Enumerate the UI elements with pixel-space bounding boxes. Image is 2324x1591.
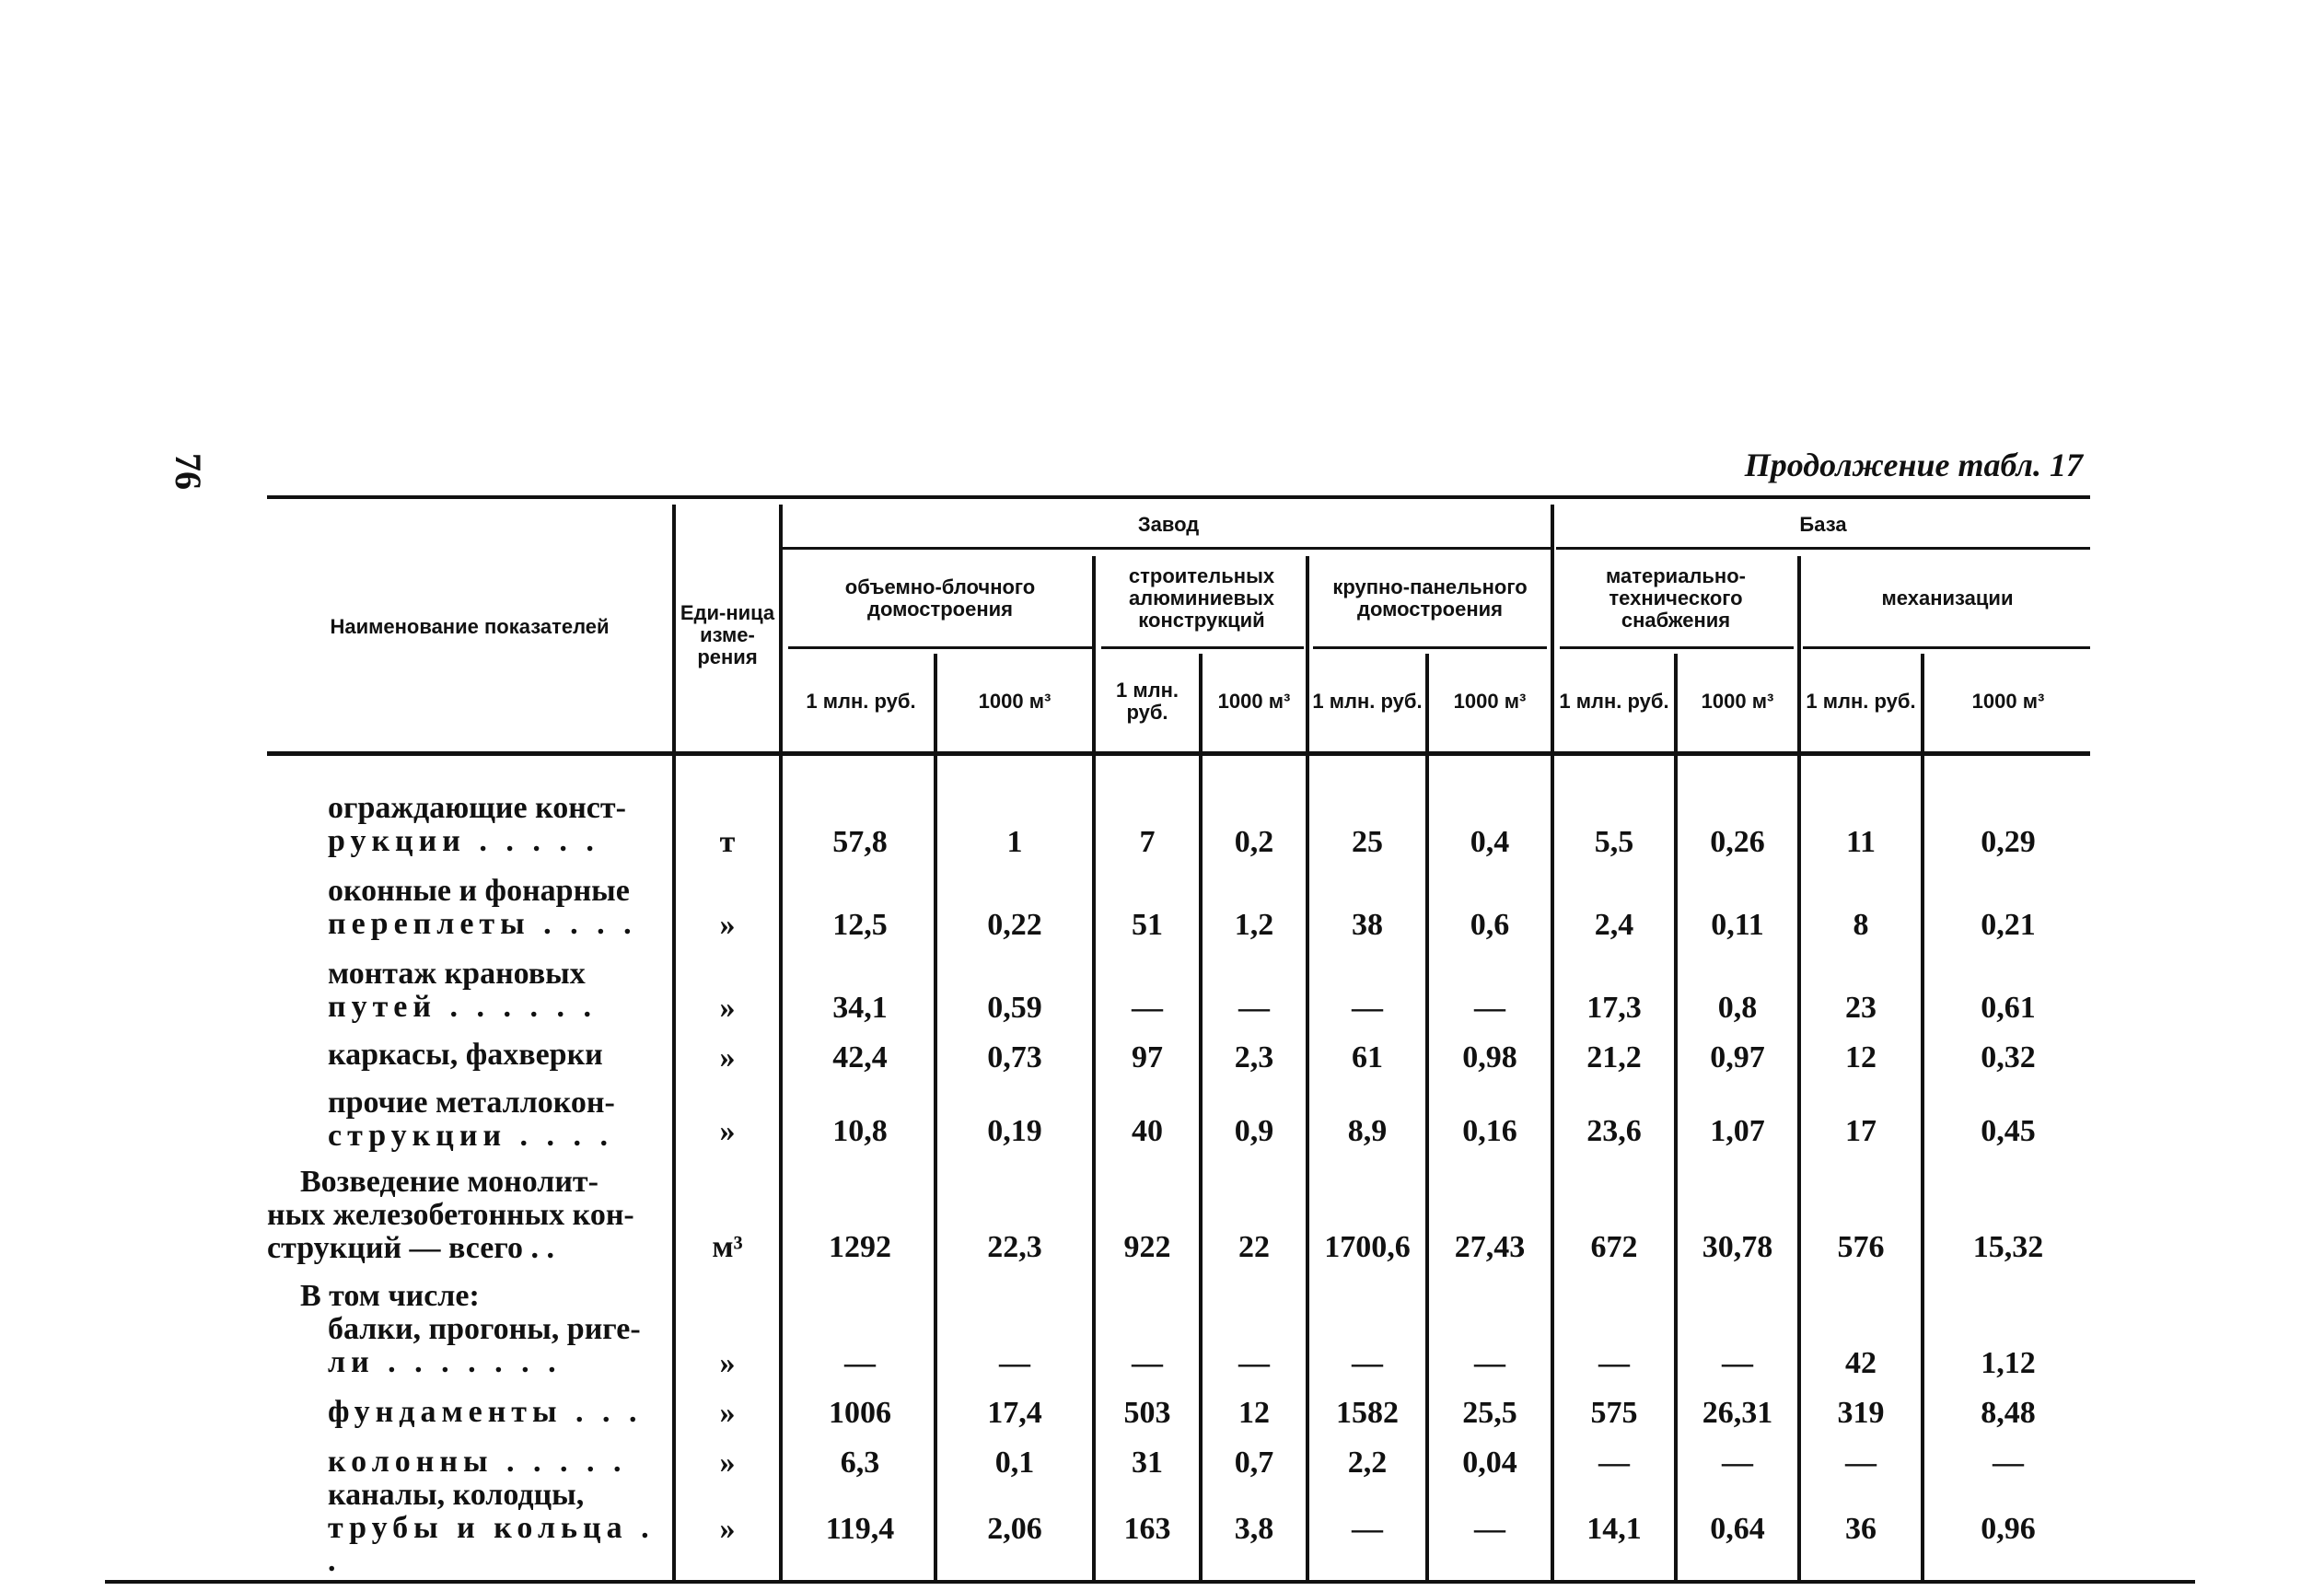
group-underline-baza: [1556, 547, 2090, 550]
row-5-cell: 0,9: [1234, 1114, 1274, 1148]
row-4-cell: 12: [1845, 1040, 1877, 1074]
row-9-cell: —: [1993, 1446, 2024, 1480]
row-7-cell: —: [1238, 1346, 1270, 1380]
row-6-cell: 1292: [829, 1230, 891, 1264]
header-unit-mln-1: 1 млн. руб.: [806, 690, 916, 713]
row-1-cell: 11: [1845, 825, 1877, 859]
row-1-cell: 5,5: [1594, 825, 1634, 859]
row-5-cell: 0,45: [1981, 1114, 2036, 1148]
row-label-7: В том числе: балки, прогоны, риге- ли . . . . . . .: [300, 1279, 641, 1379]
row-4-cell: 0,32: [1981, 1040, 2036, 1074]
row-4-unit: »: [719, 1040, 736, 1074]
row-1-cell: 7: [1139, 825, 1156, 859]
row-8-cell: 26,31: [1702, 1396, 1773, 1430]
row-10-cell: 163: [1123, 1512, 1171, 1546]
row-10-cell: 0,96: [1981, 1512, 2036, 1546]
col-rule-1: [934, 654, 937, 1584]
row-10-cell: 14,1: [1586, 1512, 1642, 1546]
header-unit-m3-3: 1000 м³: [1453, 690, 1527, 713]
row-5-cell: 8,9: [1347, 1114, 1388, 1148]
subgroup-underline-5: [1803, 646, 2090, 649]
header-group-zavod: Завод: [1137, 513, 1200, 536]
row-7-cell: —: [1598, 1346, 1630, 1380]
row-8-cell: 17,4: [987, 1396, 1042, 1430]
row-8-cell: 25,5: [1462, 1396, 1517, 1430]
row-label-1: ограждающие конст- рукции . . . . .: [328, 791, 626, 858]
row-10-cell: —: [1352, 1512, 1383, 1546]
row-9-cell: 0,7: [1234, 1446, 1274, 1480]
header-name-column: Наименование показателей: [330, 615, 610, 638]
header-unit-column: Еди-ница изме-рения: [680, 601, 775, 668]
row-1-cell: 25: [1352, 825, 1383, 859]
header-unit-m3-1: 1000 м³: [978, 690, 1052, 713]
row-label-9: колонны . . . . .: [328, 1445, 627, 1479]
page-number: 76: [168, 453, 209, 490]
row-2-cell: 12,5: [832, 908, 888, 942]
subgroup-underline-4: [1560, 646, 1794, 649]
row-3-cell: 0,61: [1981, 991, 2036, 1025]
header-unit-mln-5: 1 млн. руб.: [1806, 690, 1916, 713]
row-label-6: Возведение монолит- ных железобетонных кон- струкций — всего . .: [267, 1165, 634, 1265]
header-bottom-rule: [267, 751, 2090, 756]
row-1-cell: 1: [1006, 825, 1023, 859]
row-10-cell: 36: [1845, 1512, 1877, 1546]
header-group-baza: База: [1799, 513, 1847, 536]
row-6-cell: 27,43: [1454, 1230, 1526, 1264]
row-10-cell: 119,4: [825, 1512, 895, 1546]
row-7-cell: 42: [1845, 1346, 1877, 1380]
row-1-cell: 57,8: [832, 825, 888, 859]
row-10-cell: 2,06: [987, 1512, 1042, 1546]
row-4-cell: 0,98: [1462, 1040, 1517, 1074]
row-label-10: каналы, колодцы, трубы и кольца . .: [328, 1478, 655, 1578]
row-7-unit: »: [719, 1346, 736, 1380]
row-label-2: оконные и фонарные переплеты . . . .: [328, 874, 637, 941]
row-2-cell: 51: [1132, 908, 1163, 942]
table-top-rule: [267, 495, 2090, 499]
col-rule-unit-right: [779, 505, 783, 1584]
row-4-cell: 2,3: [1234, 1040, 1274, 1074]
col-rule-8: [1797, 556, 1801, 1584]
row-8-cell: 575: [1590, 1396, 1638, 1430]
row-5-cell: 10,8: [832, 1114, 888, 1148]
row-3-cell: —: [1238, 991, 1270, 1025]
row-7-cell: —: [999, 1346, 1030, 1380]
row-3-cell: —: [1474, 991, 1505, 1025]
row-10-unit: »: [719, 1512, 736, 1546]
header-unit-mln-4: 1 млн. руб.: [1559, 690, 1669, 713]
header-subgroup-5: механизации: [1881, 586, 2014, 610]
row-9-cell: 2,2: [1347, 1446, 1388, 1480]
col-rule-2: [1092, 556, 1096, 1584]
row-2-cell: 0,22: [987, 908, 1042, 942]
row-3-cell: 17,3: [1586, 991, 1642, 1025]
row-3-cell: 23: [1845, 991, 1877, 1025]
row-6-cell: 22: [1238, 1230, 1270, 1264]
row-2-cell: 1,2: [1234, 908, 1274, 942]
header-subgroup-4: материально-технического снабжения: [1606, 564, 1746, 632]
row-label-5: прочие металлокон- струкции . . . .: [328, 1086, 615, 1153]
row-9-cell: 0,04: [1462, 1446, 1517, 1480]
row-10-cell: 0,64: [1710, 1512, 1765, 1546]
row-2-cell: 0,21: [1981, 908, 2036, 942]
row-2-unit: »: [719, 908, 736, 942]
row-7-cell: —: [1352, 1346, 1383, 1380]
row-label-3: монтаж крановых путей . . . . . .: [328, 957, 597, 1024]
header-unit-m3-5: 1000 м³: [1971, 690, 2045, 713]
row-5-cell: 23,6: [1586, 1114, 1642, 1148]
page-bottom-rule: [105, 1580, 2195, 1584]
row-3-cell: 34,1: [832, 991, 888, 1025]
row-6-cell: 22,3: [987, 1230, 1042, 1264]
row-8-cell: 319: [1837, 1396, 1885, 1430]
header-unit-m3-4: 1000 м³: [1701, 690, 1774, 713]
row-1-cell: 0,26: [1710, 825, 1765, 859]
row-9-cell: 6,3: [840, 1446, 880, 1480]
row-8-cell: 1006: [829, 1396, 891, 1430]
row-7-cell: —: [844, 1346, 876, 1380]
header-subgroup-2: строительных алюминиевых конструкций: [1128, 564, 1275, 632]
row-4-cell: 21,2: [1586, 1040, 1642, 1074]
row-6-cell: 1700,6: [1324, 1230, 1411, 1264]
header-unit-mln-2: 1 млн. руб.: [1116, 679, 1179, 724]
row-4-cell: 0,73: [987, 1040, 1042, 1074]
row-9-cell: 0,1: [994, 1446, 1035, 1480]
row-5-cell: 40: [1132, 1114, 1163, 1148]
row-5-cell: 1,07: [1710, 1114, 1765, 1148]
row-2-cell: 0,11: [1711, 908, 1764, 942]
row-9-cell: —: [1598, 1446, 1630, 1480]
row-1-cell: 0,29: [1981, 825, 2036, 859]
row-2-cell: 2,4: [1594, 908, 1634, 942]
group-underline-zavod: [783, 547, 1551, 550]
row-1-cell: 0,2: [1234, 825, 1274, 859]
col-rule-6: [1551, 505, 1554, 1584]
row-10-cell: 3,8: [1234, 1512, 1274, 1546]
row-4-cell: 61: [1352, 1040, 1383, 1074]
col-rule-5: [1425, 654, 1429, 1584]
row-9-unit: »: [719, 1446, 736, 1480]
row-7-cell: —: [1474, 1346, 1505, 1380]
row-3-cell: —: [1352, 991, 1383, 1025]
row-1-cell: 0,4: [1470, 825, 1510, 859]
row-8-cell: 503: [1123, 1396, 1171, 1430]
row-5-cell: 0,16: [1462, 1114, 1517, 1148]
row-6-cell: 672: [1590, 1230, 1638, 1264]
row-7-cell: —: [1132, 1346, 1163, 1380]
row-2-cell: 38: [1352, 908, 1383, 942]
subgroup-underline-2: [1101, 646, 1304, 649]
row-4-cell: 0,97: [1710, 1040, 1765, 1074]
row-4-cell: 97: [1132, 1040, 1163, 1074]
row-8-unit: »: [719, 1396, 736, 1430]
row-9-cell: —: [1722, 1446, 1753, 1480]
row-6-cell: 15,32: [1972, 1230, 2044, 1264]
table-continuation-caption: Продолжение табл. 17: [1744, 447, 2083, 483]
row-8-cell: 8,48: [1981, 1396, 2036, 1430]
row-3-cell: 0,59: [987, 991, 1042, 1025]
row-2-cell: 0,6: [1470, 908, 1510, 942]
header-unit-m3-2: 1000 м³: [1217, 690, 1291, 713]
row-10-cell: —: [1474, 1512, 1505, 1546]
row-6-unit: м³: [712, 1230, 743, 1264]
row-5-unit: »: [719, 1114, 736, 1148]
col-rule-9: [1921, 654, 1924, 1584]
row-3-cell: 0,8: [1717, 991, 1758, 1025]
row-8-cell: 1582: [1336, 1396, 1399, 1430]
header-unit-mln-3: 1 млн. руб.: [1312, 690, 1423, 713]
row-5-cell: 17: [1845, 1114, 1877, 1148]
row-7-cell: —: [1722, 1346, 1753, 1380]
subgroup-underline-3: [1313, 646, 1547, 649]
row-1-unit: т: [719, 825, 736, 859]
row-3-cell: —: [1132, 991, 1163, 1025]
row-6-cell: 922: [1123, 1230, 1171, 1264]
row-2-cell: 8: [1853, 908, 1869, 942]
row-4-cell: 42,4: [832, 1040, 888, 1074]
header-subgroup-1: объемно-блочного домостроения: [844, 575, 1036, 621]
row-9-cell: 31: [1132, 1446, 1163, 1480]
row-label-8: фундаменты . . .: [328, 1395, 643, 1429]
col-rule-3: [1199, 654, 1203, 1584]
row-8-cell: 12: [1238, 1396, 1270, 1430]
col-rule-7: [1674, 654, 1678, 1584]
subgroup-underline-1: [788, 646, 1092, 649]
col-rule-4: [1306, 556, 1309, 1584]
header-subgroup-3: крупно-панельного домостроения: [1332, 575, 1528, 621]
row-5-cell: 0,19: [987, 1114, 1042, 1148]
row-7-cell: 1,12: [1981, 1346, 2036, 1380]
row-3-unit: »: [719, 991, 736, 1025]
row-6-cell: 30,78: [1702, 1230, 1773, 1264]
col-rule-unit-left: [672, 505, 676, 1584]
row-label-4: каркасы, фахверки: [328, 1038, 603, 1072]
row-9-cell: —: [1845, 1446, 1877, 1480]
row-6-cell: 576: [1837, 1230, 1885, 1264]
